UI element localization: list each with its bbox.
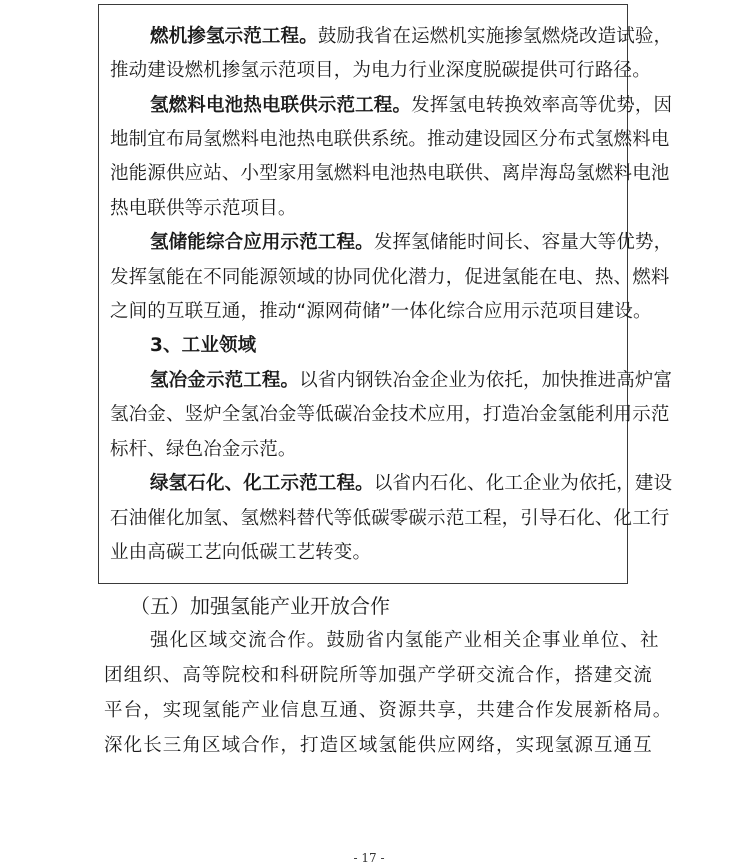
body-paragraph-line1: 强化区域交流合作。鼓励省内氢能产业相关企事业单位、社 bbox=[150, 630, 660, 651]
body-paragraph-line2: 团组织、高等院校和科研院所等加强产学研交流合作，搭建交流 bbox=[104, 665, 653, 686]
paragraph-fuel-cell-line4: 热电联供等示范项目。 bbox=[110, 198, 297, 219]
paragraph-chemical-line3: 业由高碳工艺向低碳工艺转变。 bbox=[110, 542, 372, 563]
paragraph-metallurgy-line2: 氢冶金、竖炉全氢冶金等低碳冶金技术应用，打造冶金氢能利用示范 bbox=[110, 404, 670, 425]
paragraph-lead: 燃机掺氢示范工程。 bbox=[150, 26, 318, 47]
paragraph-metallurgy-line3: 标杆、绿色冶金示范。 bbox=[110, 439, 297, 460]
section-heading-cooperation: （五）加强氢能产业开放合作 bbox=[130, 594, 390, 618]
body-paragraph-line3: 平台，实现氢能产业信息互通、资源共享，共建合作发展新格局。 bbox=[104, 700, 673, 721]
paragraph-fuel-cell-line2: 地制宜布局氢燃料电池热电联供系统。推动建设园区分布式氢燃料电 bbox=[110, 129, 670, 150]
paragraph-gas-turbine-line1: 燃机掺氢示范工程。鼓励我省在运燃机实施掺氢燃烧改造试验， bbox=[150, 26, 673, 47]
section-heading-industry: 3、工业领域 bbox=[150, 335, 257, 356]
paragraph-lead: 氢冶金示范工程。 bbox=[150, 370, 300, 391]
paragraph-gas-turbine-line2: 推动建设燃机掺氢示范项目，为电力行业深度脱碳提供可行路径。 bbox=[110, 60, 651, 81]
paragraph-storage-line1: 氢储能综合应用示范工程。发挥氢储能时间长、容量大等优势， bbox=[150, 232, 673, 253]
paragraph-storage-line2: 发挥氢能在不同能源领域的协同优化潜力，促进氢能在电、热、燃料 bbox=[110, 267, 670, 288]
paragraph-fuel-cell-line3: 池能源供应站、小型家用氢燃料电池热电联供、离岸海岛氢燃料电池 bbox=[110, 163, 670, 184]
paragraph-storage-line3: 之间的互联互通，推动“源网荷储”一体化综合应用示范项目建设。 bbox=[110, 301, 652, 322]
paragraph-lead: 绿氢石化、化工示范工程。 bbox=[150, 473, 374, 494]
paragraph-chemical-line2: 石油催化加氢、氢燃料替代等低碳零碳示范工程，引导石化、化工行 bbox=[110, 508, 670, 529]
paragraph-lead: 氢储能综合应用示范工程。 bbox=[150, 232, 374, 253]
body-paragraph-line4: 深化长三角区域合作，打造区域氢能供应网络，实现氢源互通互 bbox=[104, 735, 653, 756]
paragraph-chemical-line1: 绿氢石化、化工示范工程。以省内石化、化工企业为依托，建设 bbox=[150, 473, 673, 494]
paragraph-metallurgy-line1: 氢冶金示范工程。以省内钢铁冶金企业为依托，加快推进高炉富 bbox=[150, 370, 673, 391]
paragraph-fuel-cell-line1: 氢燃料电池热电联供示范工程。发挥氢电转换效率高等优势，因 bbox=[150, 95, 673, 116]
paragraph-lead: 氢燃料电池热电联供示范工程。 bbox=[150, 95, 412, 116]
page-number: - 17 - bbox=[353, 851, 385, 865]
highlight-box bbox=[98, 4, 628, 584]
